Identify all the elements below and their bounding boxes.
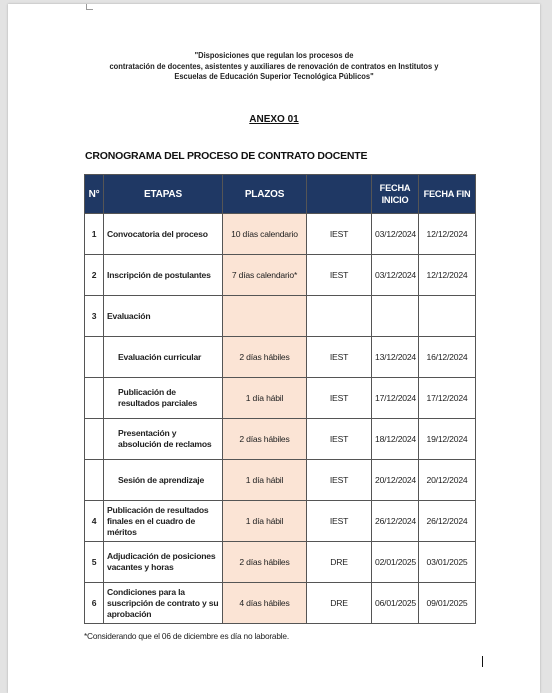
row-fecha-fin: 12/12/2024	[419, 214, 476, 255]
row-plazo	[223, 296, 307, 337]
header-fecha-inicio-line1: FECHA	[379, 183, 411, 193]
row-etapa: Publicación de resultados finales en el cuadro de méritos	[104, 501, 223, 542]
row-fecha-inicio: 13/12/2024	[372, 337, 419, 378]
row-etapa: Sesión de aprendizaje	[104, 460, 223, 501]
header-etapas: ETAPAS	[104, 175, 223, 214]
document-header	[29, 51, 518, 83]
row-fecha-fin: 12/12/2024	[419, 255, 476, 296]
row-fecha-inicio: 06/01/2025	[372, 583, 419, 624]
header-fecha-fin: FECHA FIN	[419, 175, 476, 214]
row-num: 5	[85, 542, 104, 583]
row-num	[85, 337, 104, 378]
row-num: 6	[85, 583, 104, 624]
row-fecha-inicio: 17/12/2024	[372, 378, 419, 419]
row-responsable: IEST	[307, 337, 372, 378]
table-row	[85, 542, 476, 583]
header-line-1: "Disposiciones que regulan los procesos de	[194, 51, 354, 60]
row-fecha-inicio: 26/12/2024	[372, 501, 419, 542]
header-fecha-inicio-line2: INICIO	[381, 195, 409, 205]
row-num	[85, 460, 104, 501]
row-plazo: 2 días hábiles	[223, 419, 307, 460]
table-row	[85, 501, 476, 542]
row-fecha-inicio: 02/01/2025	[372, 542, 419, 583]
row-fecha-fin: 26/12/2024	[419, 501, 476, 542]
row-num: 4	[85, 501, 104, 542]
row-num	[85, 419, 104, 460]
row-etapa: Evaluación	[104, 296, 223, 337]
page-corner-mark	[86, 4, 93, 10]
row-etapa: Condiciones para la suscripción de contrato y su aprobación	[104, 583, 223, 624]
row-responsable: IEST	[307, 214, 372, 255]
row-num: 2	[85, 255, 104, 296]
row-etapa: Presentación y absolución de reclamos	[104, 419, 223, 460]
row-plazo: 4 días hábiles	[223, 583, 307, 624]
row-fecha-inicio: 03/12/2024	[372, 255, 419, 296]
table-row	[85, 419, 476, 460]
row-plazo: 1 día hábil	[223, 378, 307, 419]
table-header-row	[85, 175, 476, 214]
row-etapa: Convocatoria del proceso	[104, 214, 223, 255]
row-responsable: IEST	[307, 419, 372, 460]
row-responsable: IEST	[307, 378, 372, 419]
row-fecha-fin: 17/12/2024	[419, 378, 476, 419]
row-plazo: 2 días hábiles	[223, 542, 307, 583]
row-plazo: 10 días calendario	[223, 214, 307, 255]
table-row	[85, 214, 476, 255]
table-row	[85, 255, 476, 296]
table-footnote: *Considerando que el 06 de diciembre es día no laborable.	[84, 631, 289, 641]
schedule-table	[84, 174, 476, 624]
text-cursor	[482, 656, 483, 667]
row-fecha-inicio: 20/12/2024	[372, 460, 419, 501]
row-fecha-inicio	[372, 296, 419, 337]
row-plazo: 1 día hábil	[223, 460, 307, 501]
annex-title: ANEXO 01	[249, 114, 299, 125]
row-fecha-inicio: 18/12/2024	[372, 419, 419, 460]
row-plazo: 7 días calendario*	[223, 255, 307, 296]
table-row	[85, 296, 476, 337]
row-responsable: IEST	[307, 255, 372, 296]
row-fecha-fin: 16/12/2024	[419, 337, 476, 378]
table-row	[85, 583, 476, 624]
header-plazos: PLAZOS	[223, 175, 307, 214]
row-responsable	[307, 296, 372, 337]
row-fecha-fin	[419, 296, 476, 337]
row-num: 1	[85, 214, 104, 255]
header-num: N°	[85, 175, 104, 214]
document-page	[8, 4, 540, 693]
row-etapa: Evaluación curricular	[104, 337, 223, 378]
row-responsable: IEST	[307, 501, 372, 542]
table-row	[85, 337, 476, 378]
schedule-title: CRONOGRAMA DEL PROCESO DE CONTRATO DOCENTE	[85, 150, 368, 162]
row-plazo: 2 días hábiles	[223, 337, 307, 378]
header-responsable	[307, 175, 372, 214]
row-responsable: DRE	[307, 583, 372, 624]
row-fecha-inicio: 03/12/2024	[372, 214, 419, 255]
row-fecha-fin: 03/01/2025	[419, 542, 476, 583]
table-row	[85, 378, 476, 419]
row-fecha-fin: 20/12/2024	[419, 460, 476, 501]
row-num: 3	[85, 296, 104, 337]
row-num	[85, 378, 104, 419]
row-responsable: DRE	[307, 542, 372, 583]
row-responsable: IEST	[307, 460, 372, 501]
row-etapa: Publicación de resultados parciales	[104, 378, 223, 419]
header-fecha-inicio	[372, 175, 419, 214]
header-line-3: Escuelas de Educación Superior Tecnológica Públicos"	[174, 72, 374, 81]
row-fecha-fin: 19/12/2024	[419, 419, 476, 460]
row-etapa: Adjudicación de posiciones vacantes y horas	[104, 542, 223, 583]
table-row	[85, 460, 476, 501]
row-etapa: Inscripción de postulantes	[104, 255, 223, 296]
header-line-2: contratación de docentes, asistentes y auxiliares de renovación de contratos en Institutos y	[109, 61, 439, 71]
row-plazo: 1 día hábil	[223, 501, 307, 542]
row-fecha-fin: 09/01/2025	[419, 583, 476, 624]
